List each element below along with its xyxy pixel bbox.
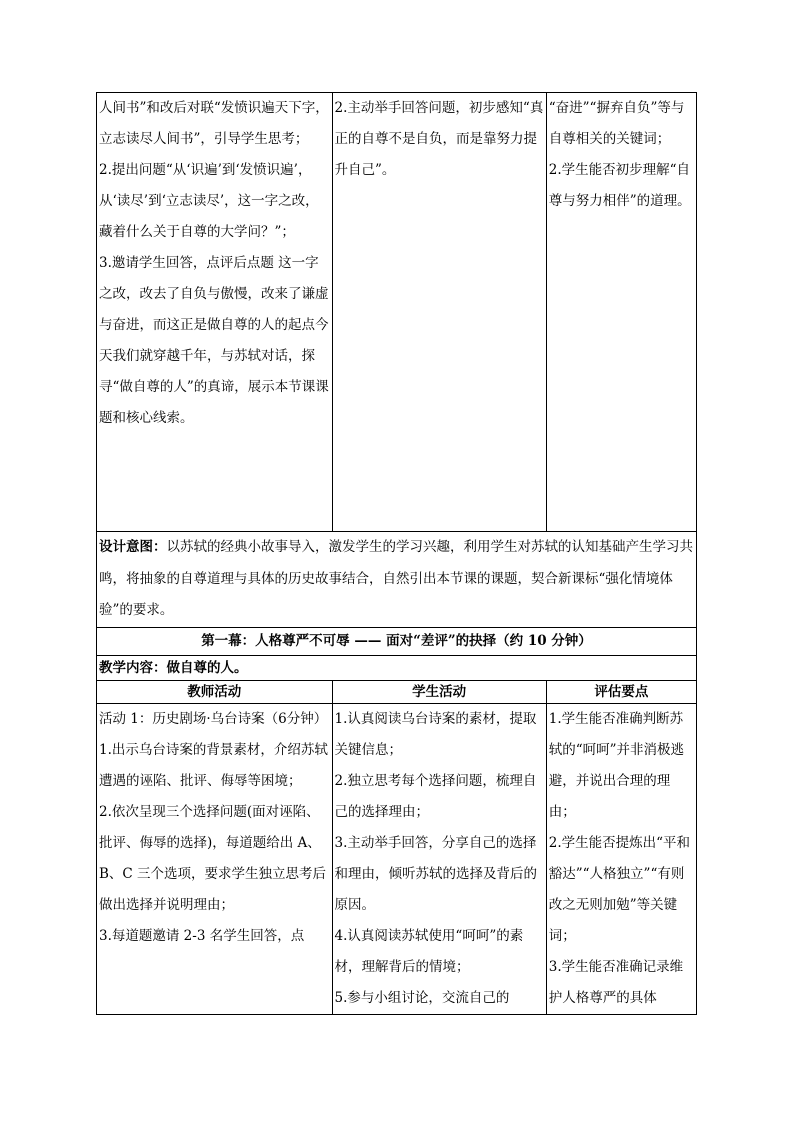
header-teacher: 教师活动 [97,680,333,703]
activity-row [97,703,697,1014]
design-intent-row [97,532,697,628]
eval-line: 2.学生能否初步理解“自尊与努力相伴”的道理。 [548,162,691,209]
eval-points-cell-continued [546,93,696,532]
header-eval: 评估要点 [546,680,696,703]
teacher-line: 人间书”和改后对联“发愤识遍天下字，立志读尽人间书”，引导学生思考； [99,100,329,147]
eval-line: 3.学生能否准确记录维护人格尊严的具体 [548,958,684,1006]
act-title-row [97,627,697,655]
design-intent-text: 以苏轼的经典小故事导入，激发学生的学习兴趣，利用学生对苏轼的认知基础产生学习共鸣，将抽象的自尊道理与具体的历史故事结合，自然引出本节课的课题，契合新课标“强化情境体验”的要求。 [99,539,693,618]
design-intent-label: 设计意图： [99,539,167,555]
eval-line: 1.学生能否准确判断苏轼的“呵呵”并非消极逃避，并说出合理的理由； [548,710,685,820]
teaching-content-row [97,655,697,680]
student-activity-cell-continued [332,93,546,532]
design-intent-cell [97,532,697,628]
lesson-plan-table [96,92,697,1015]
act-title: 第一幕：人格尊严不可辱 —— 面对“差评”的抉择（约 10 分钟） [97,627,697,655]
student-line: 2.主动举手回答问题，初步感知“真正的自尊不是自负，而是靠努力提升自己”。 [334,100,544,178]
teacher-activity-cell [97,703,333,1014]
teacher-line: 3.每道题邀请 2-3 名学生回答，点 [99,927,305,944]
student-line: 4.认真阅读苏轼使用“呵呵”的素材，理解背后的情境； [334,927,524,975]
continued-activity-row [97,93,697,532]
teacher-line: 活动 1：历史剧场·乌台诗案（6分钟） [99,710,328,727]
teaching-content: 教学内容：做自尊的人。 [97,655,697,680]
header-student: 学生活动 [332,680,546,703]
teacher-line: 2.提出问题“从‘识遍’到‘发愤识遍’，从‘读尽’到‘立志读尽’，这一字之改，藏着什么关于自尊的大学问？”； [99,162,319,240]
eval-line: 2.学生能否提炼出“平和豁达”“人格独立”“有则改之无则加勉”等关键词； [548,834,691,944]
student-line: 5.参与小组讨论，交流自己的 [334,989,510,1006]
eval-line: “奋进”“摒弃自负”等与自尊相关的关键词； [548,100,685,147]
student-line: 2.独立思考每个选择问题，梳理自己的选择理由； [334,772,537,820]
teacher-line: 2.依次呈现三个选择问题(面对诬陷、批评、侮辱的选择)，每道题给出 A、B、C 三个选项，要求学生独立思考后做出选择并说明理由； [99,803,327,913]
teacher-line: 3.邀请学生回答，点评后点题 这一字之改，改去了自负与傲慢，改来了谦虚与奋进，而这正是做自尊的人的起点今天我们就穿越千年，与苏轼对话，探寻“做自尊的人”的真谛，展示本节课课题和核心线索。 [99,255,329,426]
student-activity-cell [332,703,546,1014]
student-line: 1.认真阅读乌台诗案的素材，提取关键信息； [334,710,537,758]
student-line: 3.主动举手回答，分享自己的选择和理由，倾听苏轼的选择及背后的原因。 [334,834,538,913]
teacher-line: 1.出示乌台诗案的背景素材，介绍苏轼遭遇的诬陷、批评、侮辱等困境； [99,741,328,789]
eval-points-cell [546,703,696,1014]
header-row [97,680,697,703]
teacher-activity-cell-continued [97,93,333,532]
